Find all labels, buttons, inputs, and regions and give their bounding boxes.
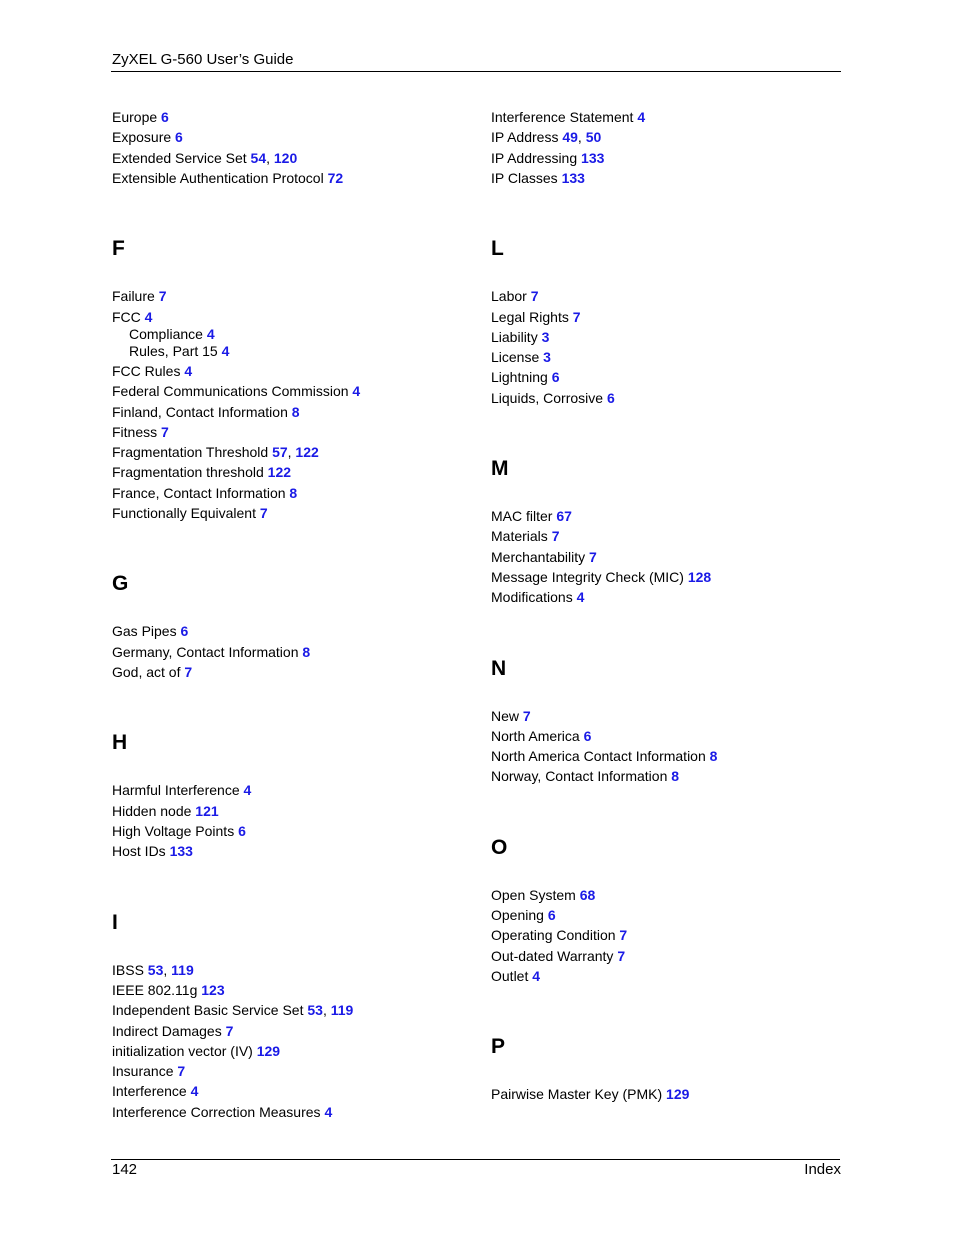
page-reference-link[interactable]: 8 <box>291 404 300 420</box>
page-reference-link[interactable]: 7 <box>177 1063 186 1079</box>
index-entry <box>112 1082 198 1100</box>
index-term: Opening <box>491 907 544 923</box>
page-reference-link[interactable]: 67 <box>556 508 572 524</box>
index-term: Fitness <box>112 424 158 440</box>
index-term: Compliance <box>129 326 203 342</box>
index-term: Hidden node <box>112 803 192 819</box>
index-entry <box>112 802 219 820</box>
page-reference-link[interactable]: 3 <box>541 329 550 345</box>
index-term: High Voltage Points <box>112 823 235 839</box>
page-reference-link[interactable]: 4 <box>576 589 585 605</box>
header-rule <box>111 71 841 72</box>
page-reference-link[interactable]: 3 <box>543 349 551 365</box>
index-entry: Fragmentation Threshold 57, 122 <box>112 444 319 460</box>
index-term: IP Classes <box>491 170 558 186</box>
index-term: Extensible Authentication Protocol <box>112 170 324 186</box>
index-entry <box>491 108 645 126</box>
page-reference-link[interactable]: 6 <box>175 129 183 145</box>
index-entry: Independent Basic Service Set 53, 119 <box>112 1002 354 1018</box>
index-term: North America Contact Information <box>491 748 706 764</box>
index-term: Failure <box>112 288 155 304</box>
page-reference-link[interactable]: 119 <box>330 1002 354 1018</box>
index-term: Insurance <box>112 1063 174 1079</box>
page-reference-link[interactable]: 7 <box>619 927 628 943</box>
index-term: North America <box>491 728 580 744</box>
index-entry <box>112 1103 332 1121</box>
index-term: Materials <box>491 528 548 544</box>
index-term: Open System <box>491 887 576 903</box>
index-entry <box>112 1022 233 1040</box>
index-letter-heading: I <box>112 911 118 934</box>
header-title: ZyXEL G-560 User’s Guide <box>112 51 294 68</box>
index-term: Gas Pipes <box>112 623 177 639</box>
page-reference-link[interactable]: 8 <box>709 748 718 764</box>
index-entry <box>491 906 556 924</box>
index-term: FCC Rules <box>112 363 181 379</box>
page-reference-link[interactable]: 129 <box>666 1086 690 1102</box>
index-letter-heading: H <box>112 731 128 754</box>
index-term: Harmful Interference <box>112 782 240 798</box>
index-entry <box>112 108 169 126</box>
page-reference-link[interactable]: 6 <box>547 907 556 923</box>
index-term: Merchantability <box>491 549 586 565</box>
index-term: IEEE 802.11g <box>112 982 198 998</box>
index-term: IBSS <box>112 962 144 978</box>
index-term: Germany, Contact Information <box>112 644 299 660</box>
index-entry <box>491 886 595 904</box>
index-entry <box>112 128 183 146</box>
page-reference-link[interactable]: 4 <box>243 782 252 798</box>
index-letter-heading: F <box>112 237 125 260</box>
page-reference-link[interactable]: 4 <box>144 309 153 325</box>
index-entry <box>112 362 192 380</box>
page-reference-link[interactable]: 122 <box>267 464 292 480</box>
index-entry <box>112 287 166 305</box>
page-reference-link[interactable]: 7 <box>522 708 531 724</box>
index-term: Europe <box>112 109 158 125</box>
index-term: Functionally Equivalent <box>112 505 256 521</box>
index-entry <box>491 967 540 985</box>
page-reference-link[interactable]: 50 <box>585 129 602 145</box>
page-reference-link[interactable]: 57 <box>272 444 288 460</box>
index-entry <box>112 504 268 522</box>
index-term: Modifications <box>491 589 573 605</box>
page-reference-link[interactable]: 133 <box>169 843 193 859</box>
index-letter-heading: P <box>491 1035 506 1058</box>
index-term: initialization vector (IV) <box>112 1043 253 1059</box>
page-reference-link[interactable]: 6 <box>180 623 189 639</box>
page-reference-link[interactable]: 4 <box>324 1104 333 1120</box>
index-term: Message Integrity Check (MIC) <box>491 569 684 585</box>
index-entry <box>112 622 188 640</box>
index-term: Pairwise Master Key (PMK) <box>491 1086 663 1102</box>
index-term: Independent Basic Service Set <box>112 1002 304 1018</box>
index-term: God, act of <box>112 664 181 680</box>
index-letter-heading: M <box>491 457 509 480</box>
index-entry <box>491 308 581 326</box>
index-entry <box>112 403 300 421</box>
index-entry: Extended Service Set 54, 120 <box>112 150 298 166</box>
index-entry <box>112 1042 280 1060</box>
index-term: Extended Service Set <box>112 150 247 166</box>
index-term: Host IDs <box>112 843 166 859</box>
index-entry <box>112 382 360 400</box>
index-entry <box>491 169 585 187</box>
index-term: Norway, Contact Information <box>491 768 668 784</box>
page-reference-link[interactable]: 68 <box>579 887 596 903</box>
index-entry <box>112 643 310 661</box>
index-term: Finland, Contact Information <box>112 404 288 420</box>
page-reference-link[interactable]: 119 <box>171 962 194 978</box>
index-letter-heading: L <box>491 237 504 260</box>
index-term: Exposure <box>112 129 172 145</box>
index-entry <box>491 1085 689 1103</box>
page-reference-link[interactable]: 4 <box>184 363 193 379</box>
index-entry <box>491 926 627 944</box>
page-reference-link[interactable]: 7 <box>158 288 167 304</box>
index-entry <box>112 842 193 860</box>
index-term: Interference <box>112 1083 187 1099</box>
page-reference-link[interactable]: 4 <box>206 326 215 342</box>
index-letter-heading: O <box>491 836 508 859</box>
page-reference-link[interactable]: 8 <box>671 768 680 784</box>
index-entry <box>491 548 597 566</box>
index-term: IP Addressing <box>491 150 578 166</box>
page-reference-link[interactable]: 6 <box>161 109 169 125</box>
index-entry <box>491 588 584 606</box>
page-reference-link[interactable]: 7 <box>572 309 581 325</box>
index-entry <box>112 484 297 502</box>
index-entry <box>491 348 551 366</box>
index-entry <box>491 527 559 545</box>
index-entry <box>491 727 591 745</box>
index-term: Federal Communications Commission <box>112 383 349 399</box>
page-reference-link[interactable]: 7 <box>530 288 539 304</box>
page-reference-link[interactable]: 72 <box>327 170 344 186</box>
page-reference-link[interactable]: 49 <box>562 129 578 145</box>
index-entry <box>112 169 343 187</box>
index-term: Interference Correction Measures <box>112 1104 321 1120</box>
page-reference-link[interactable]: 133 <box>581 150 605 166</box>
index-entry <box>112 308 152 326</box>
page-reference-link[interactable]: 54 <box>250 150 267 166</box>
index-term: Out-dated Warranty <box>491 948 614 964</box>
index-term: Liquids, Corrosive <box>491 390 604 406</box>
index-entry: IBSS 53, 119 <box>112 962 194 978</box>
index-term: Rules, Part 15 <box>129 343 218 359</box>
index-entry <box>112 663 192 681</box>
page-reference-link[interactable]: 133 <box>561 170 585 186</box>
index-entry <box>491 328 549 346</box>
index-subentry <box>129 342 229 360</box>
index-term: MAC filter <box>491 508 553 524</box>
index-subentry <box>129 325 215 343</box>
index-entry <box>112 981 225 999</box>
index-term: IP Address <box>491 129 559 145</box>
page-reference-link[interactable]: 120 <box>273 150 298 166</box>
index-entry <box>112 1062 185 1080</box>
page-reference-link[interactable]: 4 <box>190 1083 199 1099</box>
page-reference-link[interactable]: 7 <box>161 424 169 440</box>
index-entry <box>112 423 169 441</box>
index-entry <box>491 389 615 407</box>
page-reference-link[interactable]: 123 <box>201 982 225 998</box>
index-letter-heading: G <box>112 572 129 595</box>
index-entry <box>491 287 539 305</box>
index-entry <box>491 767 679 785</box>
index-entry <box>491 149 604 167</box>
page-reference-link[interactable]: 128 <box>687 569 712 585</box>
page-reference-link[interactable]: 4 <box>532 968 541 984</box>
index-term: License <box>491 349 540 365</box>
index-letter-heading: N <box>491 657 507 680</box>
page-reference-link[interactable]: 7 <box>617 948 626 964</box>
index-term: Liability <box>491 329 538 345</box>
index-entry <box>491 368 560 386</box>
page-reference-link[interactable]: 129 <box>256 1043 281 1059</box>
page-reference-link[interactable]: 6 <box>551 369 560 385</box>
index-entry <box>112 463 291 481</box>
page-reference-link[interactable]: 53 <box>147 962 164 978</box>
index-term: FCC <box>112 309 141 325</box>
index-term: Operating Condition <box>491 927 616 943</box>
index-entry <box>112 822 246 840</box>
page-reference-link[interactable]: 7 <box>225 1023 234 1039</box>
page-reference-link[interactable]: 121 <box>195 803 219 819</box>
footer-page-number: 142 <box>112 1161 138 1178</box>
page-reference-link[interactable]: 122 <box>295 444 319 460</box>
page-reference-link[interactable]: 7 <box>184 664 193 680</box>
index-term: Lightning <box>491 369 548 385</box>
index-term: Fragmentation Threshold <box>112 444 269 460</box>
index-term: France, Contact Information <box>112 485 286 501</box>
index-entry: IP Address 49, 50 <box>491 129 602 145</box>
page-reference-link[interactable]: 8 <box>289 485 298 501</box>
page-reference-link[interactable]: 7 <box>259 505 268 521</box>
footer-rule <box>111 1159 840 1160</box>
index-entry <box>491 947 625 965</box>
page-reference-link[interactable]: 53 <box>307 1002 323 1018</box>
index-term: Outlet <box>491 968 529 984</box>
index-term: Labor <box>491 288 527 304</box>
index-entry <box>491 707 531 725</box>
page-reference-link[interactable]: 6 <box>583 728 592 744</box>
page-reference-link[interactable]: 7 <box>551 528 560 544</box>
index-entry <box>491 568 711 586</box>
page-reference-link[interactable]: 4 <box>352 383 361 399</box>
index-term: Legal Rights <box>491 309 569 325</box>
page-reference-link[interactable]: 4 <box>221 343 230 359</box>
index-entry <box>491 507 572 525</box>
page-reference-link[interactable]: 4 <box>637 109 646 125</box>
index-term: Indirect Damages <box>112 1023 222 1039</box>
page-reference-link[interactable]: 6 <box>238 823 246 839</box>
page-reference-link[interactable]: 6 <box>606 390 615 406</box>
index-term: Fragmentation threshold <box>112 464 264 480</box>
index-entry <box>112 781 251 799</box>
index-entry <box>491 747 717 765</box>
page-reference-link[interactable]: 8 <box>302 644 311 660</box>
footer-section-name: Index <box>804 1161 841 1178</box>
index-term: Interference Statement <box>491 109 634 125</box>
index-term: New <box>491 708 520 724</box>
page-reference-link[interactable]: 7 <box>589 549 597 565</box>
